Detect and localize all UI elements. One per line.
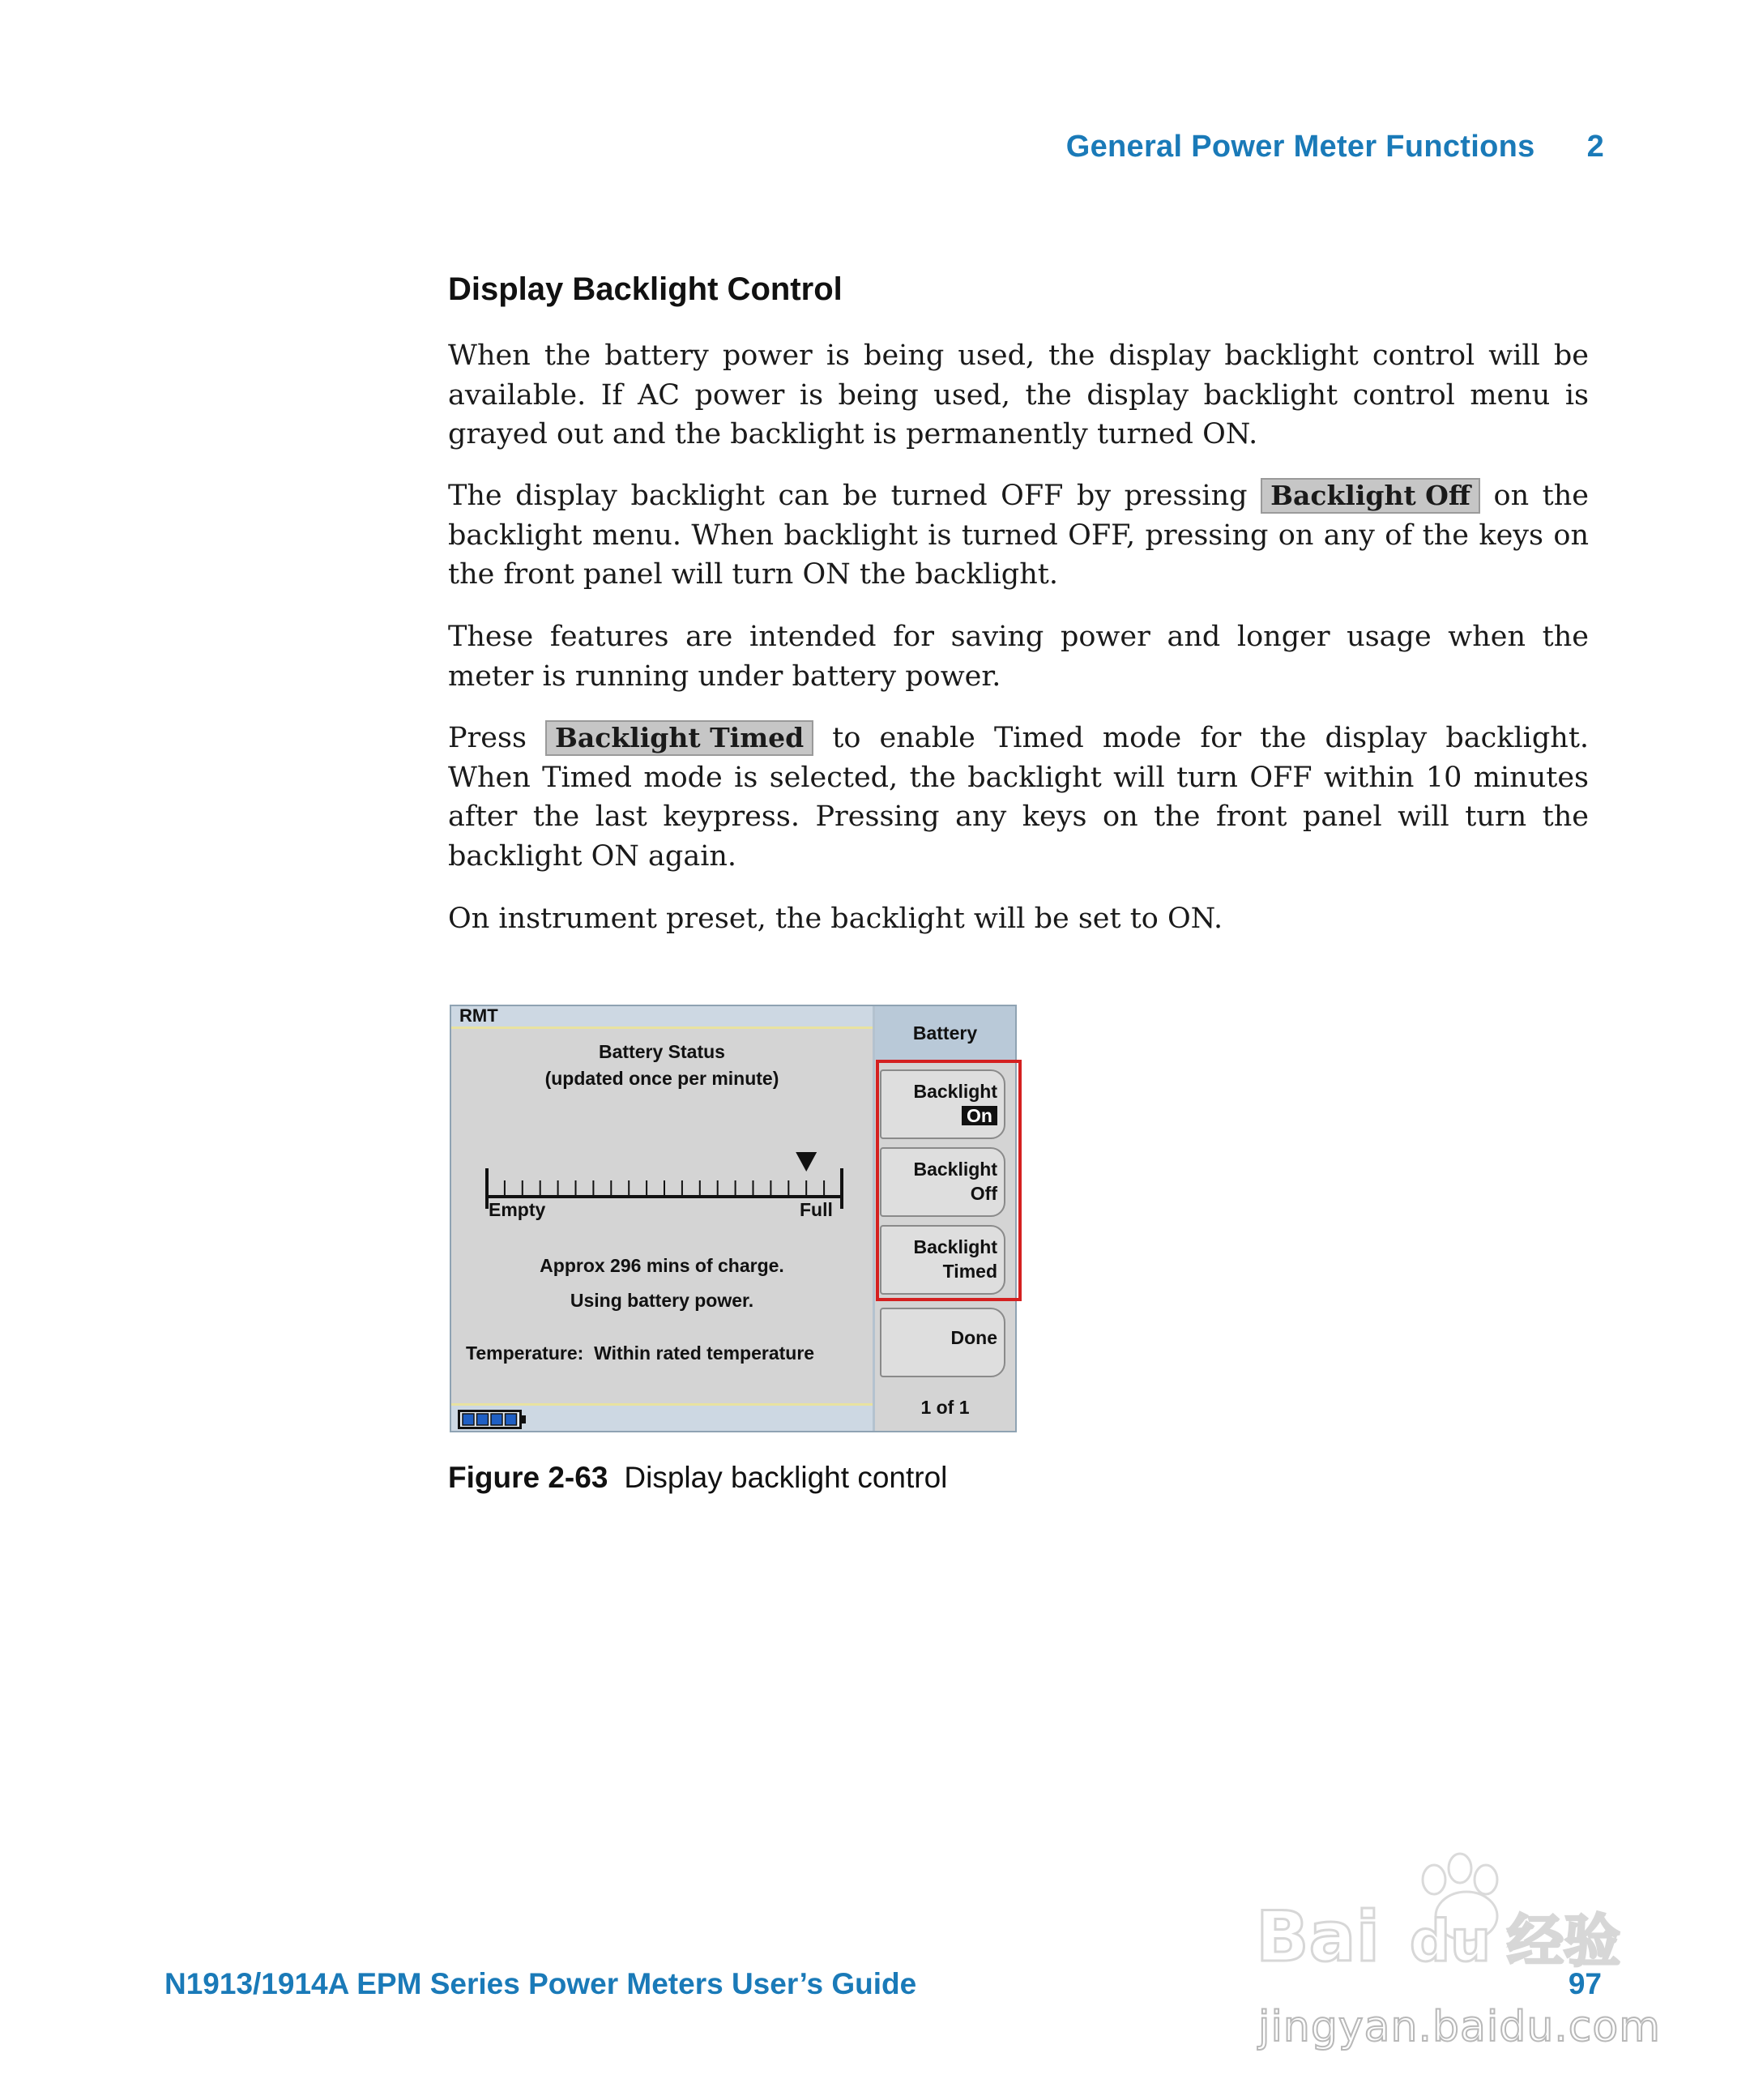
chapter-title: General Power Meter Functions: [1065, 130, 1535, 164]
battery-segment: [491, 1414, 502, 1425]
battery-status-heading: Battery Status: [599, 1041, 725, 1062]
svg-text:经验: 经验: [1507, 1908, 1620, 1974]
battery-status-area: [451, 1006, 873, 1431]
backlight-timed-key-label: Backlight Timed: [545, 720, 813, 756]
paragraph-1: When the battery power is being used, the display backlight control will be available. If AC power is being used, the display backlight control menu is grayed out and the backlight is permanently turned ON.: [448, 339, 1589, 450]
baidu-watermark-logo: [1248, 1839, 1669, 2001]
paragraph-3: These features are intended for saving power and longer usage when the meter is running under battery power.: [448, 621, 1589, 693]
scale-full-label: Full: [800, 1199, 833, 1220]
battery-status-subheading: (updated once per minute): [544, 1068, 779, 1089]
battery-segment: [506, 1414, 517, 1425]
done-softkey[interactable]: [880, 1308, 1005, 1377]
figure-number: Figure 2-63: [448, 1461, 608, 1494]
menu-title: Battery: [875, 1006, 1015, 1060]
charge-remaining: Approx 296 mins of charge.: [540, 1255, 784, 1276]
paragraph-2-text-b: on the backlight menu. When backlight is turned OFF, pressing on any of the keys on the front panel will turn ON the backlight.: [448, 480, 1589, 591]
power-source: Using battery power.: [570, 1290, 754, 1311]
softkey-sublabel: Timed: [942, 1261, 997, 1282]
figure-caption-text: Display backlight control: [624, 1461, 948, 1494]
menu-page-indicator: 1 of 1: [920, 1397, 970, 1418]
softkey-label: Backlight: [913, 1159, 997, 1180]
scale-empty-label: Empty: [489, 1199, 546, 1220]
backlight-keys-highlight: [876, 1060, 1022, 1301]
softkey-sublabel: Off: [970, 1183, 997, 1204]
figure-caption: [448, 1461, 947, 1495]
page-number: 97: [1568, 1967, 1602, 2000]
paragraph-2: [448, 476, 1589, 595]
paragraph-2-text-a: The display backlight can be turned OFF by pressing: [448, 480, 1261, 512]
svg-text:du: du: [1410, 1908, 1491, 1974]
status-bar: [451, 1006, 873, 1029]
temperature-status: [466, 1342, 871, 1364]
charge-scale: [482, 1136, 847, 1209]
rmt-indicator: RMT: [459, 1005, 498, 1026]
bottom-status-bar: [451, 1403, 873, 1431]
scale-ticks: [505, 1180, 824, 1197]
battery-segment: [477, 1414, 489, 1425]
running-header: [1066, 130, 1604, 164]
svg-text:Bai: Bai: [1256, 1897, 1381, 1978]
paragraph-4: [448, 719, 1589, 876]
paragraph-4-text-a: Press: [448, 722, 545, 754]
paragraph-4-text-b: to enable Timed mode for the display backlight. When Timed mode is selected, the backlight will turn OFF within 10 minutes after the last keypress. Pressing any keys on the front panel will turn the backlight ON again.: [448, 722, 1590, 873]
battery-segment: [463, 1414, 474, 1425]
watermark-url: jingyan.baidu.com: [1258, 2003, 1661, 2051]
battery-level-icon: [458, 1410, 527, 1429]
chapter-number: 2: [1586, 130, 1604, 164]
softkey-state-on: On: [962, 1106, 997, 1125]
backlight-off-key-label: Backlight Off: [1261, 478, 1480, 514]
softkey-label: Backlight: [913, 1081, 997, 1102]
softkey-label: Done: [950, 1327, 997, 1348]
paragraph-5: On instrument preset, the backlight will be set to ON.: [448, 903, 1223, 935]
footer-guide-title: N1913/1914A EPM Series Power Meters User’s Guide: [164, 1967, 917, 2000]
charge-pointer-icon: [796, 1152, 817, 1172]
softkey-label: Backlight: [913, 1236, 997, 1257]
section-title: Display Backlight Control: [448, 271, 843, 307]
temperature-label: Temperature:: [466, 1342, 584, 1364]
battery-status-title: [451, 1039, 873, 1092]
temperature-value: Within rated temperature: [594, 1342, 815, 1364]
